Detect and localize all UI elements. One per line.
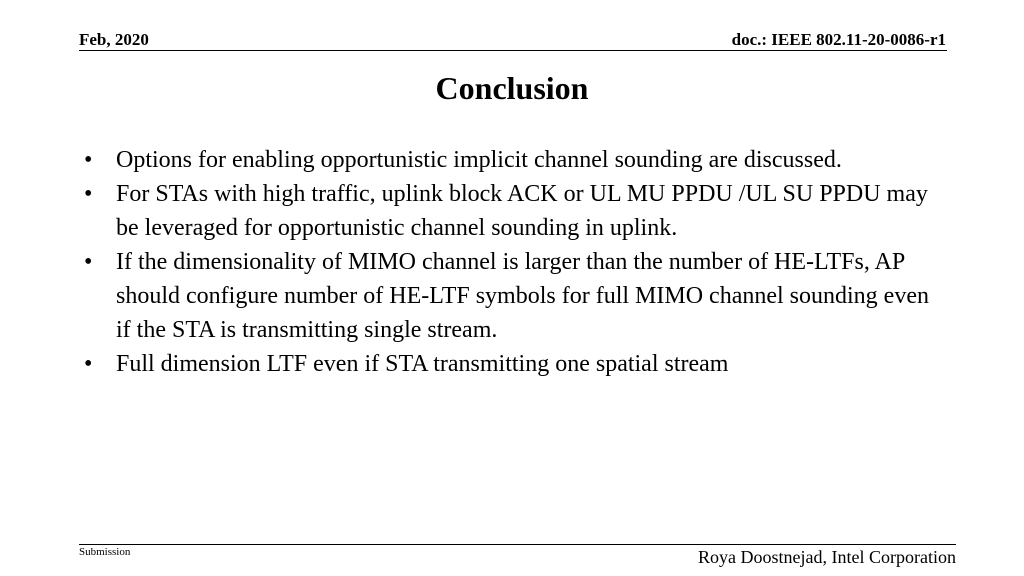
bullet-item [82, 177, 942, 245]
bullet-dot: • [84, 351, 93, 377]
footer-submission: Submission [79, 546, 131, 558]
header-doc-id: doc.: IEEE 802.11-20-0086-r1 [731, 30, 946, 49]
footer-divider [79, 544, 956, 545]
slide-title: Conclusion [435, 70, 589, 106]
bullet-text: If the dimensionality of MIMO channel is larger than the number of HE-LTFs, AP should configure number of HE-LTF symbols for full MIMO channel sounding even if the STA is transmitting single stream. [116, 249, 929, 343]
header-date: Feb, 2020 [79, 30, 149, 49]
footer-author: Roya Doostnejad, Intel Corporation [698, 547, 956, 567]
bullet-text: Options for enabling opportunistic implicit channel sounding are discussed. [116, 147, 842, 173]
bullet-item [82, 143, 942, 177]
bullet-list [82, 143, 942, 381]
bullet-item [82, 347, 942, 381]
bullet-item [82, 245, 942, 347]
bullet-dot: • [84, 249, 93, 275]
bullet-dot: • [84, 147, 93, 173]
header-divider [79, 50, 947, 51]
bullet-text: Full dimension LTF even if STA transmitting one spatial stream [116, 351, 729, 377]
bullet-dot: • [84, 181, 93, 207]
bullet-text: For STAs with high traffic, uplink block ACK or UL MU PPDU /UL SU PPDU may be leveraged for opportunistic channel sounding in uplink. [116, 181, 928, 241]
